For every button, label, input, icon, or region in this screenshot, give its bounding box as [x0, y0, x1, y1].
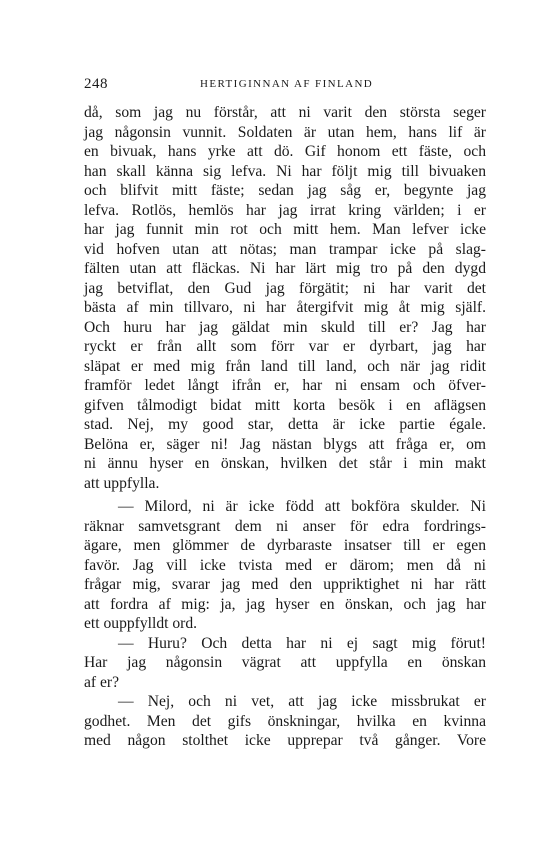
text-line: jag någonsin vunnit. Soldaten är utan hem, hans lif är — [84, 123, 486, 141]
text-line: ryckt er från allt som förr var er dyrbart, jag har — [84, 338, 486, 355]
text-line: ett ouppfylldt ord. — [84, 615, 198, 632]
text-line: lefva. Rotlös, hemlös har jag irrat kring världen; i er — [84, 201, 486, 219]
text-line: då, som jag nu förstår, att ni varit den största seger — [84, 104, 486, 121]
text-line: — Nej, och ni vet, att jag icke missbrukat er — [118, 693, 486, 710]
text-line: ni ännu hyser en önskan, hvilken det står i min makt — [84, 455, 486, 472]
text-line: frågar mig, svarar jag med den uppriktighet ni har rätt — [84, 576, 486, 593]
body-text — [84, 103, 486, 751]
running-head: HERTIGINNAN AF FINLAND — [200, 78, 374, 90]
text-line: att uppfylla. — [84, 474, 160, 492]
text-line: räknar samvetsgrant dem ni anser för edra fordrings- — [84, 517, 486, 535]
text-line: fälten utan att fläckas. Ni har lärt mig tro på den dygd — [84, 260, 486, 277]
text-line: jag betviflat, den Gud jag förgätit; ni har varit det — [84, 279, 486, 297]
text-line: — Milord, ni är icke född att bokföra skulder. Ni — [118, 498, 486, 515]
text-line: Belöna er, säger ni! Jag nästan blygs att fråga er, om — [84, 435, 486, 453]
text-line: stad. Nej, my good star, detta är icke partie égale. — [84, 416, 486, 433]
page-header — [84, 76, 484, 96]
text-line: en bivuak, hans yrke att dö. Gif honom ett fäste, och — [84, 143, 486, 160]
text-line: släpat er med mig från land till land, och när jag ridit — [84, 357, 486, 375]
text-line: — Huru? Och detta har ni ej sagt mig förut! — [118, 634, 486, 652]
text-line: med någon stolthet icke upprepar två gånger. Vore — [84, 732, 486, 749]
text-line: han skall känna sig lefva. Ni har följt mig till bivuaken — [84, 162, 486, 180]
text-line: har jag funnit min rot och mitt hem. Man lefver icke — [84, 221, 486, 238]
text-line: af er? — [84, 673, 120, 691]
text-line: att fordra af mig: ja, jag hyser en önskan, och jag har — [84, 595, 486, 613]
text-line: bästa af min tillvaro, ni har återgifvit mig åt mig själf. — [84, 299, 486, 316]
text-line: framför ledet långt ifrån er, har ni ensam och öfver- — [84, 377, 486, 394]
text-line: ägare, men glömmer de dyrbaraste insatser till er egen — [84, 537, 486, 554]
text-line: Och huru har jag gäldat min skuld till er? Jag har — [84, 318, 486, 336]
text-line: gifven tålmodigt bidat mitt korta besök i en aflägsen — [84, 396, 486, 414]
text-line: och blifvit mitt fäste; sedan jag såg er, begynte jag — [84, 182, 486, 199]
text-line: vid hofven utan att nötas; man trampar icke på slag- — [84, 240, 486, 258]
text-line: Har jag någonsin vägrat att uppfylla en önskan — [84, 654, 486, 671]
page-number: 248 — [84, 76, 108, 92]
text-line: godhet. Men det gifs önskningar, hvilka en kvinna — [84, 712, 486, 730]
text-line: favör. Jag vill icke tvista med er därom; men då ni — [84, 556, 486, 574]
